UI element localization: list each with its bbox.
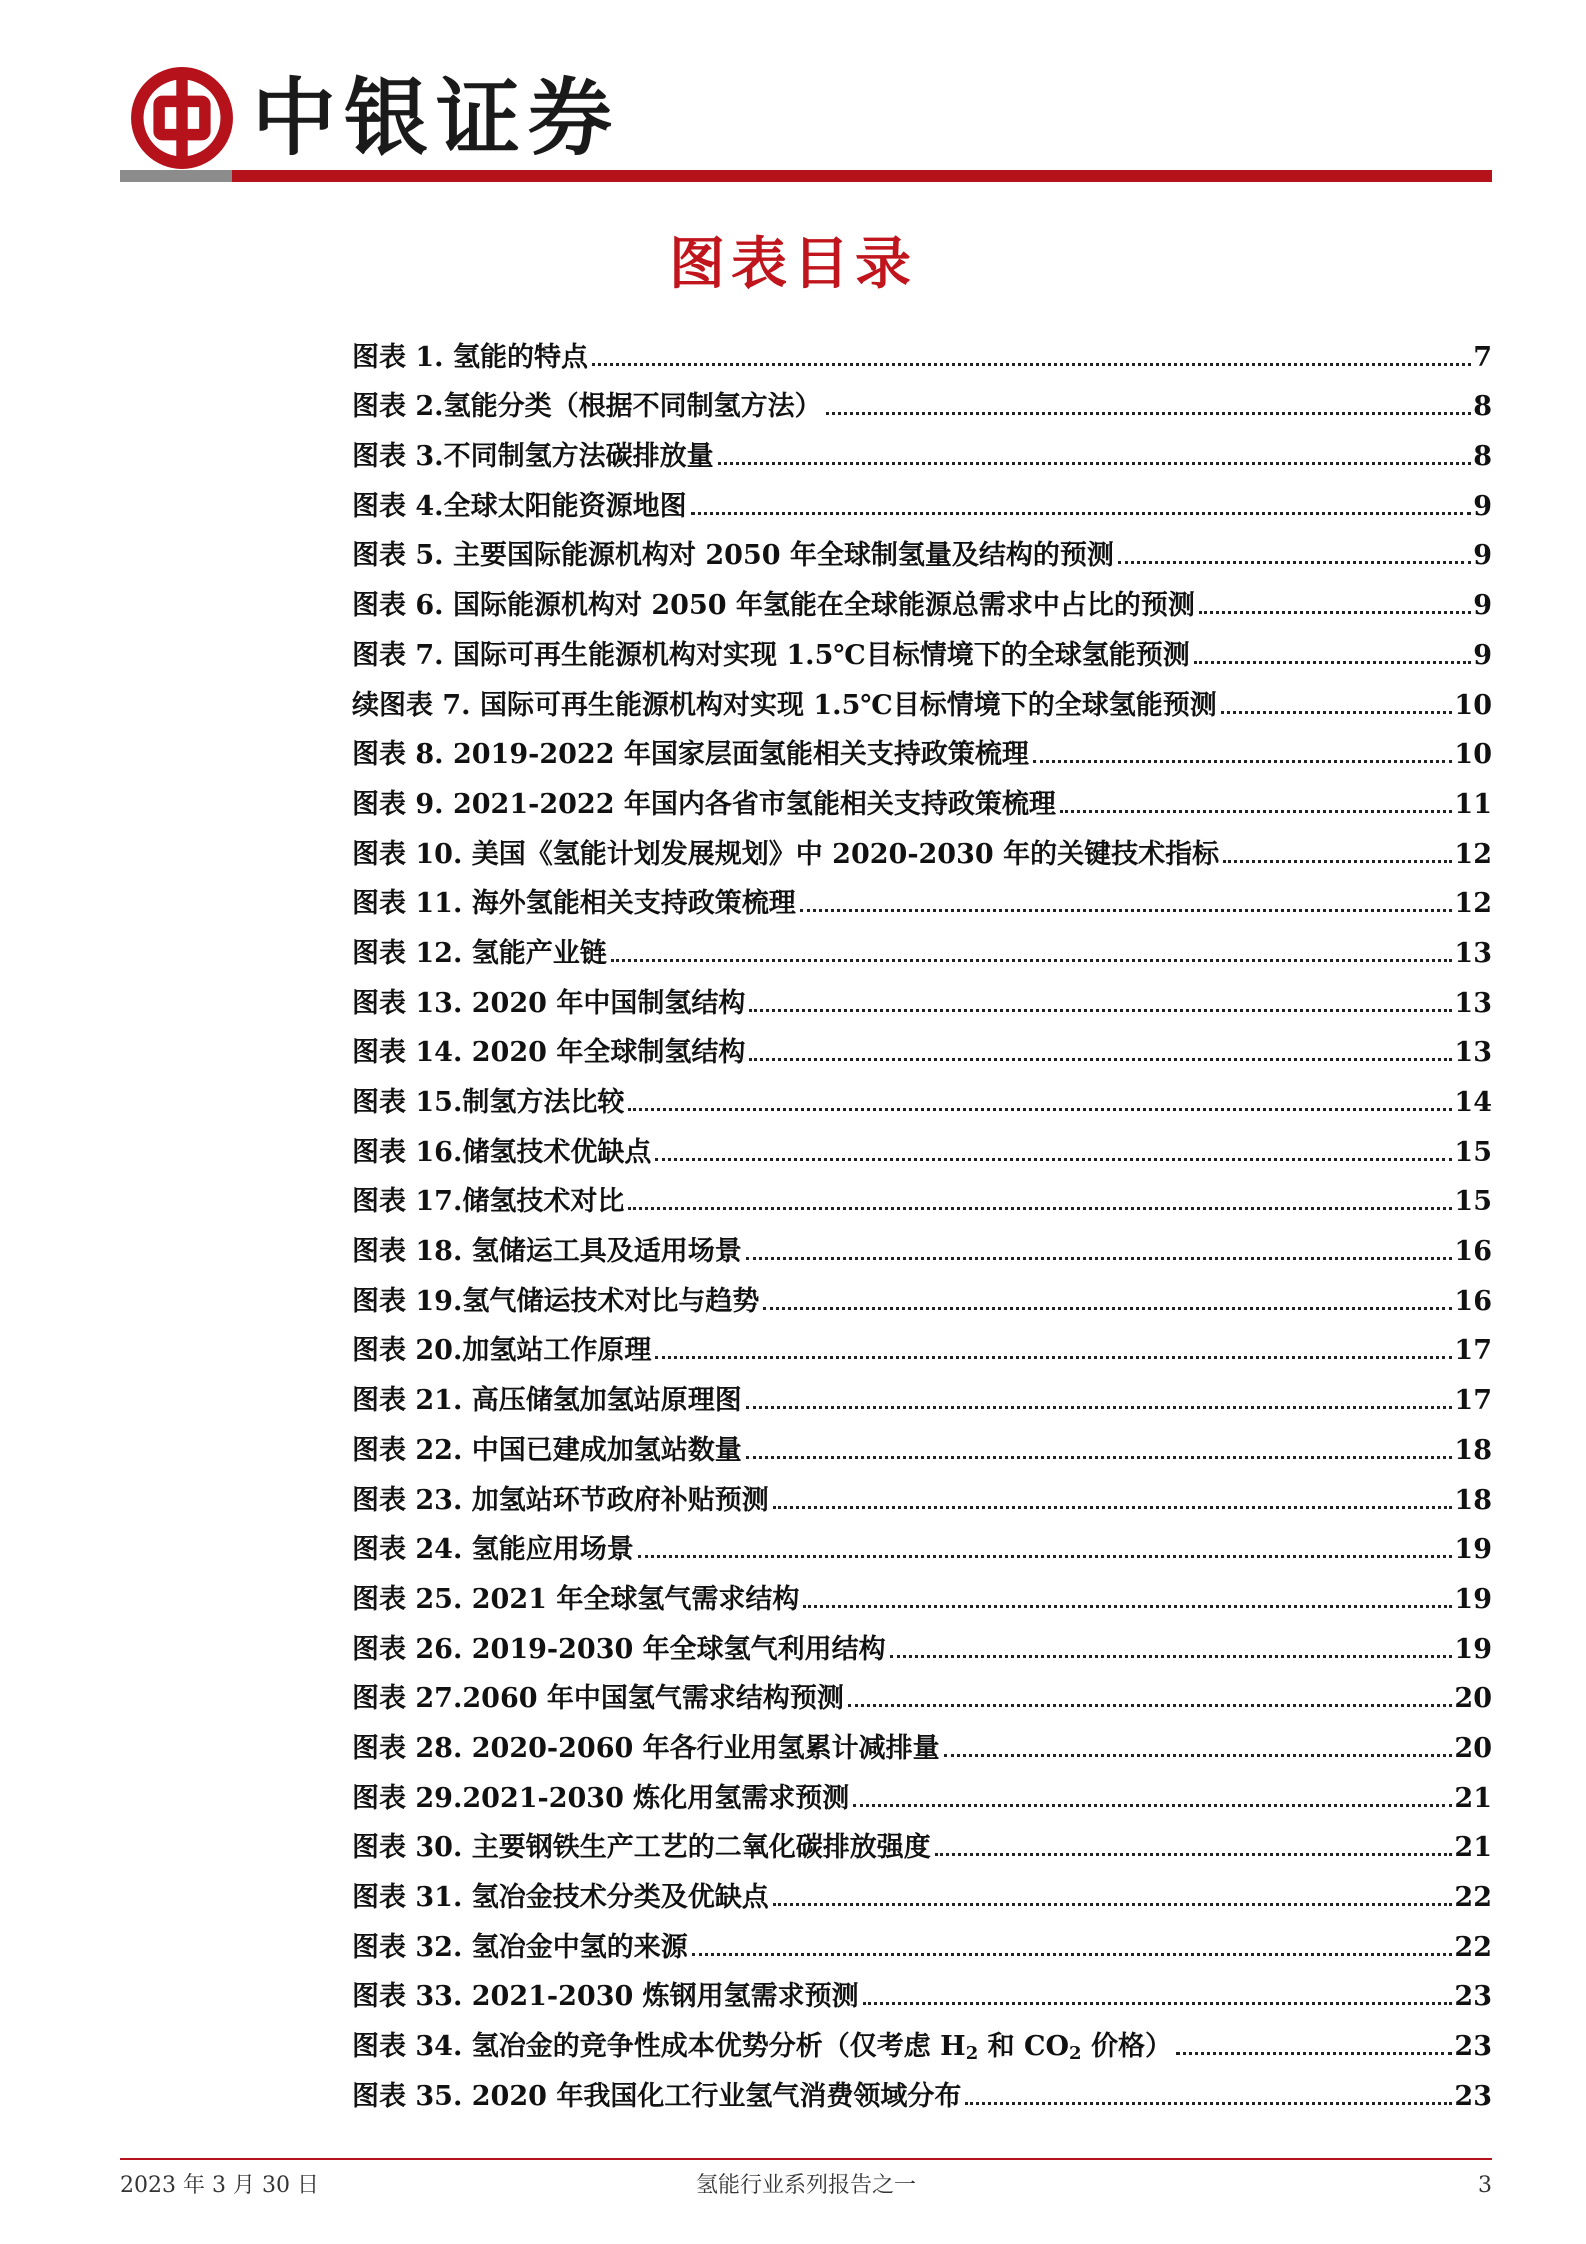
toc-entry-label: 图表 15.制氢方法比较 xyxy=(352,1087,625,1118)
toc-dot-leader xyxy=(763,1307,1452,1310)
toc-dot-leader xyxy=(746,1406,1453,1409)
toc-entry-label: 图表 23. 加氢站环节政府补贴预测 xyxy=(352,1484,769,1516)
toc-entry[interactable] xyxy=(352,1368,1492,1418)
toc-dot-leader xyxy=(1199,611,1471,614)
toc-entry[interactable] xyxy=(352,424,1492,474)
toc-dot-leader xyxy=(965,2102,1452,2105)
toc-dot-leader xyxy=(1194,661,1471,664)
toc-entry[interactable] xyxy=(352,1418,1492,1468)
page-footer xyxy=(120,2166,1492,2206)
toc-dot-leader xyxy=(746,1456,1453,1459)
toc-entry-page: 12 xyxy=(1454,838,1492,870)
toc-entry-page: 22 xyxy=(1454,1882,1492,1913)
toc-entry[interactable] xyxy=(352,375,1492,425)
toc-entry-label: 图表 14. 2020 年全球制氢结构 xyxy=(352,1037,746,1069)
toc-entry[interactable] xyxy=(352,772,1492,822)
toc-dot-leader xyxy=(1060,810,1453,813)
toc-dot-leader xyxy=(803,1605,1452,1608)
toc-entry-page: 22 xyxy=(1454,1931,1492,1963)
toc-entry-page: 9 xyxy=(1473,540,1492,572)
toc-entry[interactable] xyxy=(352,623,1492,673)
toc-entry[interactable] xyxy=(352,673,1492,723)
toc-entry-label: 图表 11. 海外氢能相关支持政策梳理 xyxy=(352,888,796,920)
toc-dot-leader xyxy=(746,1257,1453,1260)
toc-entry-page: 21 xyxy=(1454,1782,1492,1814)
toc-entry-page: 21 xyxy=(1454,1832,1492,1864)
toc-dot-leader xyxy=(628,1108,1452,1111)
toc-entry-page: 9 xyxy=(1473,590,1492,622)
toc-entry-label: 图表 35. 2020 年我国化工行业氢气消费领域分布 xyxy=(352,2080,962,2112)
toc-dot-leader xyxy=(692,1953,1453,1956)
toc-entry-label: 图表 27.2060 年中国氢气需求结构预测 xyxy=(352,1683,844,1715)
toc-dot-leader xyxy=(890,1655,1453,1658)
toc-entry[interactable] xyxy=(352,1667,1492,1717)
toc-entry-page: 23 xyxy=(1454,2031,1492,2063)
toc-entry-page: 15 xyxy=(1454,1136,1492,1168)
toc-entry[interactable] xyxy=(352,1319,1492,1369)
toc-entry-page: 11 xyxy=(1454,788,1492,820)
toc-entry-page: 16 xyxy=(1454,1285,1492,1317)
toc-entry-label: 图表 9. 2021-2022 年国内各省市氢能相关支持政策梳理 xyxy=(352,788,1056,820)
toc-entry-label: 图表 6. 国际能源机构对 2050 年氢能在全球能源总需求中占比的预测 xyxy=(352,590,1195,622)
toc-entry-page: 13 xyxy=(1454,987,1492,1019)
toc-dot-leader xyxy=(749,1058,1452,1061)
footer-rule xyxy=(120,2158,1492,2160)
toc-entry[interactable] xyxy=(352,1716,1492,1766)
toc-dot-leader xyxy=(826,412,1472,415)
toc-dot-leader xyxy=(853,1804,1452,1807)
header-rule-red xyxy=(232,170,1492,182)
toc-entry-label: 图表 28. 2020-2060 年各行业用氢累计减排量 xyxy=(352,1732,940,1764)
toc-entry[interactable] xyxy=(352,1468,1492,1518)
toc-entry[interactable] xyxy=(352,1567,1492,1617)
toc-entry[interactable] xyxy=(352,1269,1492,1319)
toc-entry[interactable] xyxy=(352,2014,1492,2064)
toc-entry-label: 图表 25. 2021 年全球氢气需求结构 xyxy=(352,1583,800,1615)
toc-dot-leader xyxy=(718,462,1472,465)
toc-dot-leader xyxy=(773,1903,1453,1906)
toc-entry-page: 20 xyxy=(1454,1732,1492,1764)
toc-entry[interactable] xyxy=(352,971,1492,1021)
toc-entry[interactable] xyxy=(352,723,1492,773)
toc-entry[interactable] xyxy=(352,1865,1492,1915)
toc-entry-label: 图表 21. 高压储氢加氢站原理图 xyxy=(352,1385,742,1417)
toc-dot-leader xyxy=(1223,860,1452,863)
footer-report-series: 氢能行业系列报告之一 xyxy=(695,2173,916,2198)
toc-entry-page: 17 xyxy=(1454,1335,1492,1367)
toc-dot-leader xyxy=(628,1207,1452,1210)
toc-dot-leader xyxy=(1118,561,1471,564)
toc-entry-page: 9 xyxy=(1473,490,1492,522)
toc-entry-label: 图表 29.2021-2030 炼化用氢需求预测 xyxy=(352,1782,850,1814)
toc-entry-label: 图表 33. 2021-2030 炼钢用氢需求预测 xyxy=(352,1981,859,2013)
toc-entry-label: 图表 34. 氢冶金的竞争性成本优势分析（仅考虑 $H_2$ 和 $CO_2$ 价格） xyxy=(352,2031,1172,2065)
toc-dot-leader xyxy=(863,2002,1453,2005)
toc-entry-page: 10 xyxy=(1454,739,1492,771)
toc-dot-leader xyxy=(935,1853,1453,1856)
toc-entry[interactable] xyxy=(352,1766,1492,1816)
toc-entry-page: 13 xyxy=(1454,937,1492,969)
toc-dot-leader xyxy=(655,1158,1452,1161)
toc-entry-page: 17 xyxy=(1454,1385,1492,1417)
toc-entry[interactable] xyxy=(352,524,1492,574)
toc-entry-page: 14 xyxy=(1454,1087,1492,1118)
toc-dot-leader xyxy=(944,1754,1453,1757)
toc-dot-leader xyxy=(691,512,1472,515)
toc-dot-leader xyxy=(1221,711,1453,714)
toc-dot-leader xyxy=(773,1506,1453,1509)
toc-entry-label: 图表 16.储氢技术优缺点 xyxy=(352,1136,652,1168)
toc-dot-leader xyxy=(800,909,1453,912)
toc-entry-label: 图表 10. 美国《氢能计划发展规划》中 2020-2030 年的关键技术指标 xyxy=(352,838,1220,870)
figure-toc-list xyxy=(352,325,1492,2114)
toc-entry-page: 20 xyxy=(1454,1683,1492,1715)
footer-page-number: 3 xyxy=(1478,2173,1492,2198)
toc-entry-page: 15 xyxy=(1454,1186,1492,1218)
toc-dot-leader xyxy=(592,363,1471,366)
toc-entry-page: 19 xyxy=(1454,1633,1492,1665)
toc-entry[interactable] xyxy=(352,1219,1492,1269)
toc-entry-label: 图表 26. 2019-2030 年全球氢气利用结构 xyxy=(352,1633,886,1665)
toc-entry-page: 19 xyxy=(1454,1583,1492,1615)
toc-entry-label: 图表 17.储氢技术对比 xyxy=(352,1186,625,1218)
toc-entry-label: 图表 20.加氢站工作原理 xyxy=(352,1335,652,1367)
toc-entry-label: 图表 30. 主要钢铁生产工艺的二氧化碳排放强度 xyxy=(352,1832,931,1864)
toc-entry[interactable] xyxy=(352,325,1492,375)
bank-of-china-logo-icon xyxy=(130,66,234,170)
toc-entry[interactable] xyxy=(352,1915,1492,1965)
toc-entry-label: 图表 8. 2019-2022 年国家层面氢能相关支持政策梳理 xyxy=(352,739,1029,771)
toc-entry-label: 图表 1. 氢能的特点 xyxy=(352,341,588,373)
toc-entry-page: 18 xyxy=(1454,1434,1492,1466)
toc-entry-page: 19 xyxy=(1454,1534,1492,1566)
toc-entry-page: 23 xyxy=(1454,2080,1492,2112)
toc-entry-page: 10 xyxy=(1454,689,1492,721)
toc-entry[interactable] xyxy=(352,1021,1492,1071)
toc-entry-label: 图表 5. 主要国际能源机构对 2050 年全球制氢量及结构的预测 xyxy=(352,540,1114,572)
toc-entry[interactable] xyxy=(352,1170,1492,1220)
toc-entry-page: 16 xyxy=(1454,1236,1492,1268)
toc-entry-label: 图表 22. 中国已建成加氢站数量 xyxy=(352,1434,742,1466)
toc-entry-page: 8 xyxy=(1473,441,1492,473)
toc-dot-leader xyxy=(655,1356,1452,1359)
toc-dot-leader xyxy=(749,1009,1452,1012)
toc-entry-label: 续图表 7. 国际可再生能源机构对实现 1.5℃目标情境下的全球氢能预测 xyxy=(352,689,1217,721)
toc-dot-leader xyxy=(611,959,1453,962)
toc-entry[interactable] xyxy=(352,921,1492,971)
toc-entry[interactable] xyxy=(352,1965,1492,2015)
toc-entry-page: 8 xyxy=(1473,391,1492,423)
toc-entry-label: 图表 19.氢气储运技术对比与趋势 xyxy=(352,1285,760,1317)
toc-dot-leader xyxy=(848,1704,1453,1707)
footer-date: 2023 年 3 月 30 日 xyxy=(120,2173,319,2198)
toc-entry-page: 7 xyxy=(1473,341,1492,373)
toc-entry-label: 图表 24. 氢能应用场景 xyxy=(352,1534,634,1566)
toc-entry-page: 18 xyxy=(1454,1484,1492,1516)
toc-entry[interactable] xyxy=(352,1518,1492,1568)
toc-entry[interactable] xyxy=(352,474,1492,524)
toc-entry-label: 图表 3.不同制氢方法碳排放量 xyxy=(352,441,714,473)
toc-dot-leader xyxy=(1176,2052,1452,2055)
toc-entry[interactable] xyxy=(352,872,1492,922)
toc-title: 图表目录 xyxy=(669,232,917,297)
toc-entry-label: 图表 32. 氢冶金中氢的来源 xyxy=(352,1931,688,1963)
toc-entry-page: 13 xyxy=(1454,1037,1492,1069)
toc-entry-page: 12 xyxy=(1454,888,1492,920)
toc-entry-label: 图表 18. 氢储运工具及适用场景 xyxy=(352,1236,742,1268)
toc-entry[interactable] xyxy=(352,1617,1492,1667)
toc-entry[interactable] xyxy=(352,1120,1492,1170)
toc-entry-label: 图表 2.氢能分类（根据不同制氢方法） xyxy=(352,391,822,423)
page-header xyxy=(120,40,1492,190)
toc-entry[interactable] xyxy=(352,573,1492,623)
toc-entry[interactable] xyxy=(352,1070,1492,1120)
toc-entry-page: 23 xyxy=(1454,1981,1492,2013)
toc-dot-leader xyxy=(1033,760,1453,763)
header-rule-gray xyxy=(120,170,232,182)
toc-entry-label: 图表 7. 国际可再生能源机构对实现 1.5℃目标情境下的全球氢能预测 xyxy=(352,639,1190,671)
toc-entry[interactable] xyxy=(352,2064,1492,2114)
toc-entry[interactable] xyxy=(352,822,1492,872)
toc-entry-label: 图表 4.全球太阳能资源地图 xyxy=(352,490,687,522)
brand-name: 中银证券 xyxy=(252,69,621,167)
toc-dot-leader xyxy=(638,1555,1453,1558)
toc-entry-label: 图表 13. 2020 年中国制氢结构 xyxy=(352,987,746,1019)
toc-entry-page: 9 xyxy=(1473,639,1492,671)
toc-entry-label: 图表 12. 氢能产业链 xyxy=(352,937,607,969)
toc-entry[interactable] xyxy=(352,1816,1492,1866)
toc-entry-label: 图表 31. 氢冶金技术分类及优缺点 xyxy=(352,1882,769,1913)
